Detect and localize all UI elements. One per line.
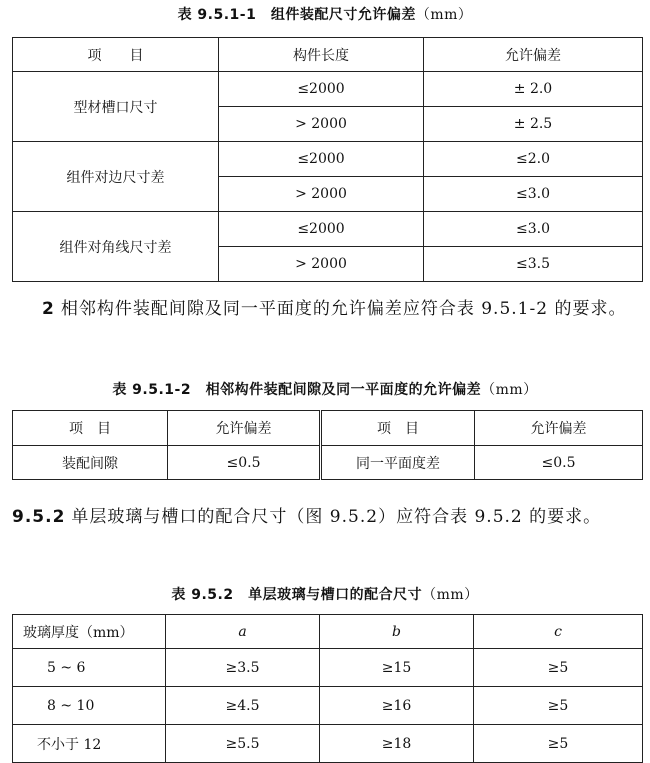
- table1-cell-length: ≤2000: [219, 142, 424, 177]
- table1-row-item: 组件对角线尺寸差: [13, 212, 219, 282]
- table1-header-deviation: 允许偏差: [424, 38, 643, 72]
- paragraph-number: 9.5.2: [12, 507, 66, 527]
- table3-cell-thickness: 不小于 12: [13, 725, 166, 763]
- table1-row-item: 型材槽口尺寸: [13, 72, 219, 142]
- table3-cell-thickness: 8 ~ 10: [13, 687, 166, 725]
- table3-cell-a: ≥5.5: [166, 725, 320, 763]
- table2-header-item: 项 目: [13, 411, 168, 446]
- table1-unit: （mm）: [415, 7, 473, 23]
- table1-header-length: 构件长度: [219, 38, 424, 72]
- table3-cell-a: ≥4.5: [166, 687, 320, 725]
- table3-header-c: c: [474, 615, 643, 649]
- table1-cell-length: > 2000: [219, 107, 424, 142]
- table1-cell-deviation: ≤3.0: [424, 212, 643, 247]
- table3-cell-b: ≥18: [320, 725, 474, 763]
- table1-cell-length: > 2000: [219, 177, 424, 212]
- table1: [12, 37, 643, 282]
- table3: [12, 614, 643, 763]
- paragraph-number: 2: [42, 299, 55, 319]
- table1-cell-deviation: ± 2.5: [424, 107, 643, 142]
- table1-cell-deviation: ≤3.0: [424, 177, 643, 212]
- table3-caption-text: 表 9.5.2 单层玻璃与槽口的配合尺寸: [171, 587, 423, 603]
- table3-cell-c: ≥5: [474, 725, 643, 763]
- table3-caption: [0, 584, 650, 604]
- table1-caption-text: 表 9.5.1-1 组件装配尺寸允许偏差: [177, 7, 416, 23]
- table3-unit: （mm）: [422, 587, 479, 603]
- table1-cell-deviation: ± 2.0: [424, 72, 643, 107]
- table3-cell-thickness: 5 ~ 6: [13, 649, 166, 687]
- table3-cell-b: ≥15: [320, 649, 474, 687]
- paragraph-adjacent-members: [12, 296, 642, 322]
- table3-cell-b: ≥16: [320, 687, 474, 725]
- table1-cell-deviation: ≤3.5: [424, 247, 643, 282]
- table1-row-item: 组件对边尺寸差: [13, 142, 219, 212]
- table2-caption: [0, 379, 650, 399]
- table2-header-deviation: 允许偏差: [475, 411, 643, 446]
- table2-cell-deviation: ≤0.5: [168, 446, 321, 480]
- table1-cell-deviation: ≤2.0: [424, 142, 643, 177]
- table2-header-item: 项 目: [321, 411, 475, 446]
- table2-caption-text: 表 9.5.1-2 相邻构件装配间隙及同一平面度的允许偏差: [112, 382, 482, 398]
- table2-cell-deviation: ≤0.5: [475, 446, 643, 480]
- table2: [12, 410, 643, 480]
- table2-header-deviation: 允许偏差: [168, 411, 321, 446]
- table1-caption: [0, 4, 650, 24]
- table2-cell-item: 装配间隙: [13, 446, 168, 480]
- table3-header-thickness: 玻璃厚度（mm）: [13, 615, 166, 649]
- table1-cell-length: ≤2000: [219, 72, 424, 107]
- table3-header-a: a: [166, 615, 320, 649]
- table2-cell-item: 同一平面度差: [321, 446, 475, 480]
- table1-cell-length: > 2000: [219, 247, 424, 282]
- table3-header-b: b: [320, 615, 474, 649]
- table1-cell-length: ≤2000: [219, 212, 424, 247]
- table3-cell-c: ≥5: [474, 649, 643, 687]
- table2-unit: （mm）: [481, 382, 538, 398]
- table1-header-item: 项 目: [13, 38, 219, 72]
- paragraph-text: 相邻构件装配间隙及同一平面度的允许偏差应符合表 9.5.1-2 的要求。: [60, 299, 627, 319]
- table3-cell-c: ≥5: [474, 687, 643, 725]
- paragraph-glass-groove: [12, 504, 642, 530]
- paragraph-text: 单层玻璃与槽口的配合尺寸（图 9.5.2）应符合表 9.5.2 的要求。: [71, 507, 602, 527]
- table3-cell-a: ≥3.5: [166, 649, 320, 687]
